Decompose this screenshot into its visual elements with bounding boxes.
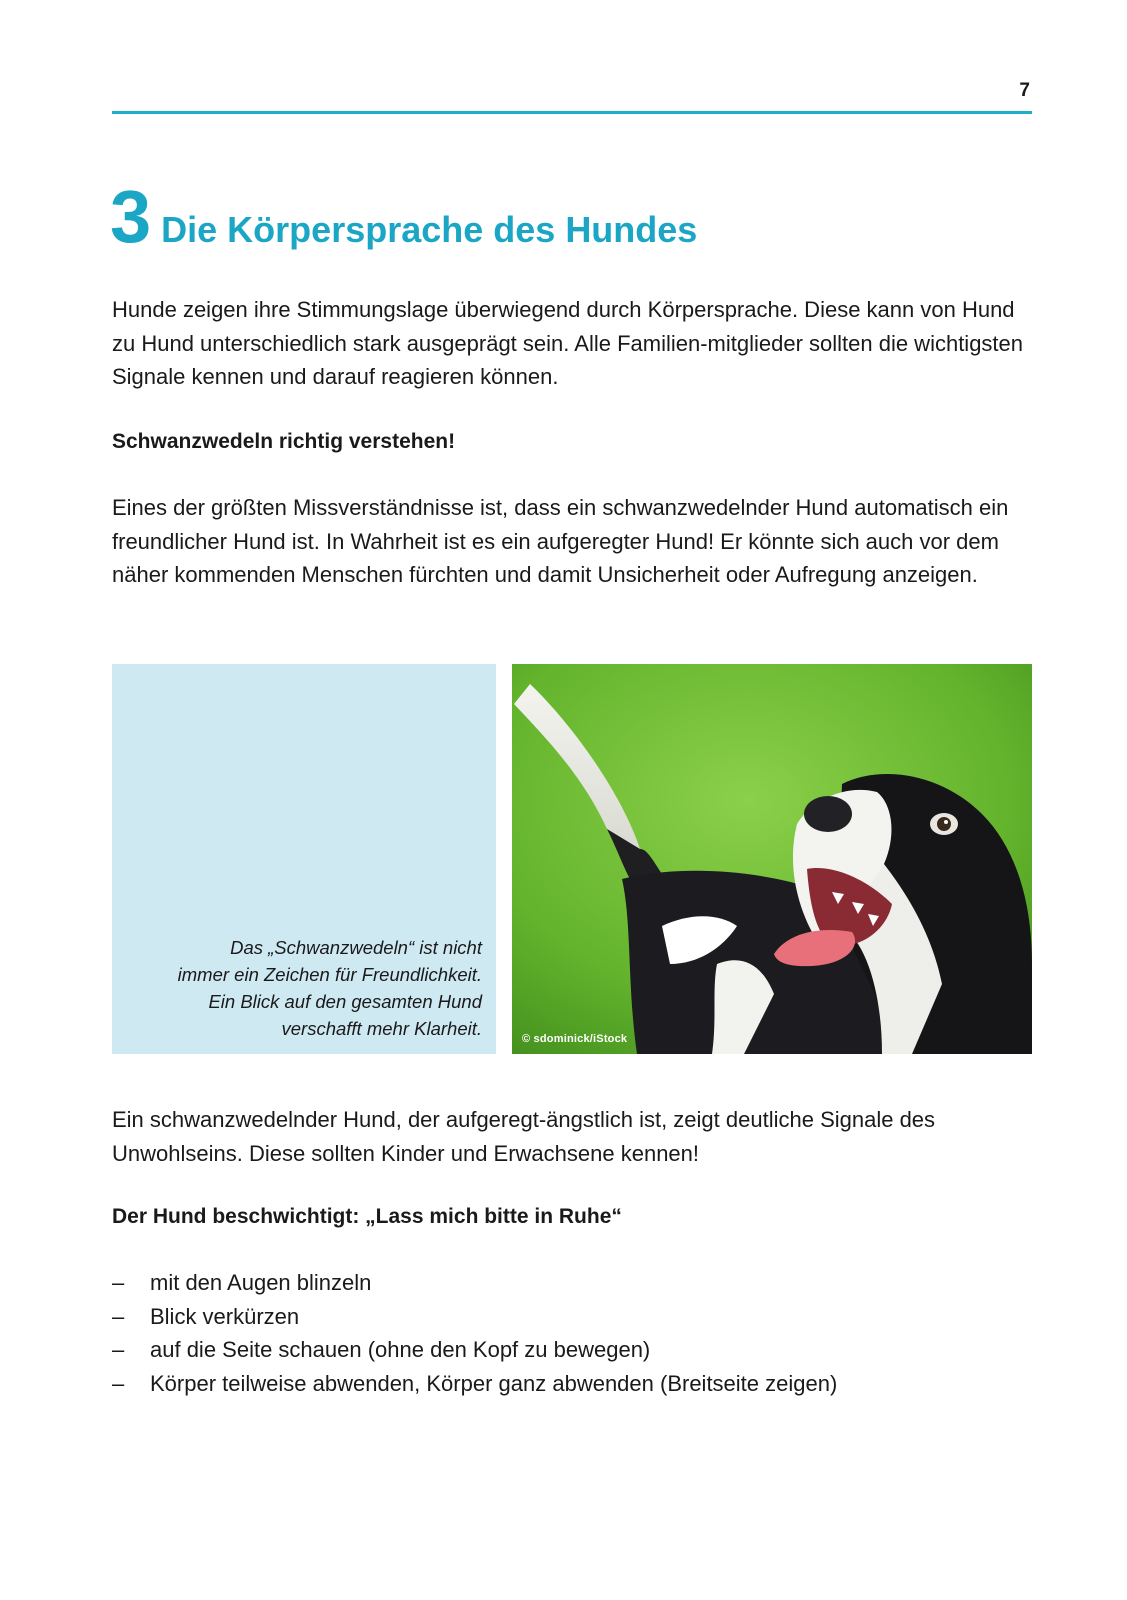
caption-line: Ein Blick auf den gesamten Hund — [208, 991, 482, 1012]
list-item-text: Blick verkürzen — [150, 1303, 300, 1329]
page-number: 7 — [1019, 80, 1030, 101]
chapter-title: Die Körpersprache des Hundes — [161, 209, 698, 250]
caption-line: immer ein Zeichen für Freundlichkeit. — [177, 964, 482, 985]
list-dash: – — [112, 1337, 125, 1362]
list-dash: – — [112, 1270, 125, 1295]
anxious-dog-paragraph: Ein schwanzwedelnder Hund, der aufgeregt-ängstlich ist, zeigt deutliche Signale des Unwohlseins. Diese sollten Kinder und Erwachsene kennen! — [112, 1107, 936, 1166]
caption-line: Das „Schwanzwedeln“ ist nicht — [230, 937, 482, 958]
dog-illustration — [512, 664, 1032, 1054]
intro-paragraph: Hunde zeigen ihre Stimmungslage überwiegend durch Körpersprache. Diese kann von Hund zu Hund unterschiedlich stark ausgeprägt sein. Alle Familien-mitglieder sollten die wichtigsten Signale kennen und darauf reagieren können. — [112, 297, 1024, 389]
list-item — [112, 1333, 1032, 1367]
list-item-text: auf die Seite schauen (ohne den Kopf zu bewegen) — [150, 1337, 651, 1362]
appeasement-signal-list — [112, 1266, 1032, 1400]
list-item — [112, 1266, 1032, 1300]
list-dash: – — [112, 1303, 125, 1329]
section-heading-appeasement: Der Hund beschwichtigt: „Lass mich bitte in Ruhe“ — [112, 1205, 622, 1228]
photo-credit: © sdominick/iStock — [522, 1033, 628, 1045]
list-item — [112, 1300, 1032, 1334]
chapter-heading — [110, 175, 698, 258]
list-dash: – — [112, 1370, 125, 1396]
caption-line: verschafft mehr Klarheit. — [281, 1018, 482, 1039]
dog-photo — [512, 664, 1032, 1054]
caption-box — [112, 664, 496, 1054]
chapter-number: 3 — [110, 175, 150, 258]
header-rule — [112, 111, 1032, 114]
list-item-text: mit den Augen blinzeln — [150, 1270, 372, 1295]
list-item — [112, 1367, 1032, 1401]
tail-wagging-paragraph: Eines der größten Missverständnisse ist, dass ein schwanzwedelnder Hund automatisch ein freundlicher Hund ist. In Wahrheit ist es ein aufgeregter Hund! Er könnte sich auch vor dem näher kommenden Menschen fürchten und damit Unsicherheit oder Aufregung anzeigen. — [112, 495, 1009, 587]
section-heading-tail-wagging: Schwanzwedeln richtig verstehen! — [112, 430, 456, 453]
figure-caption — [122, 934, 482, 1042]
list-item-text: Körper teilweise abwenden, Körper ganz abwenden (Breitseite zeigen) — [150, 1370, 838, 1396]
